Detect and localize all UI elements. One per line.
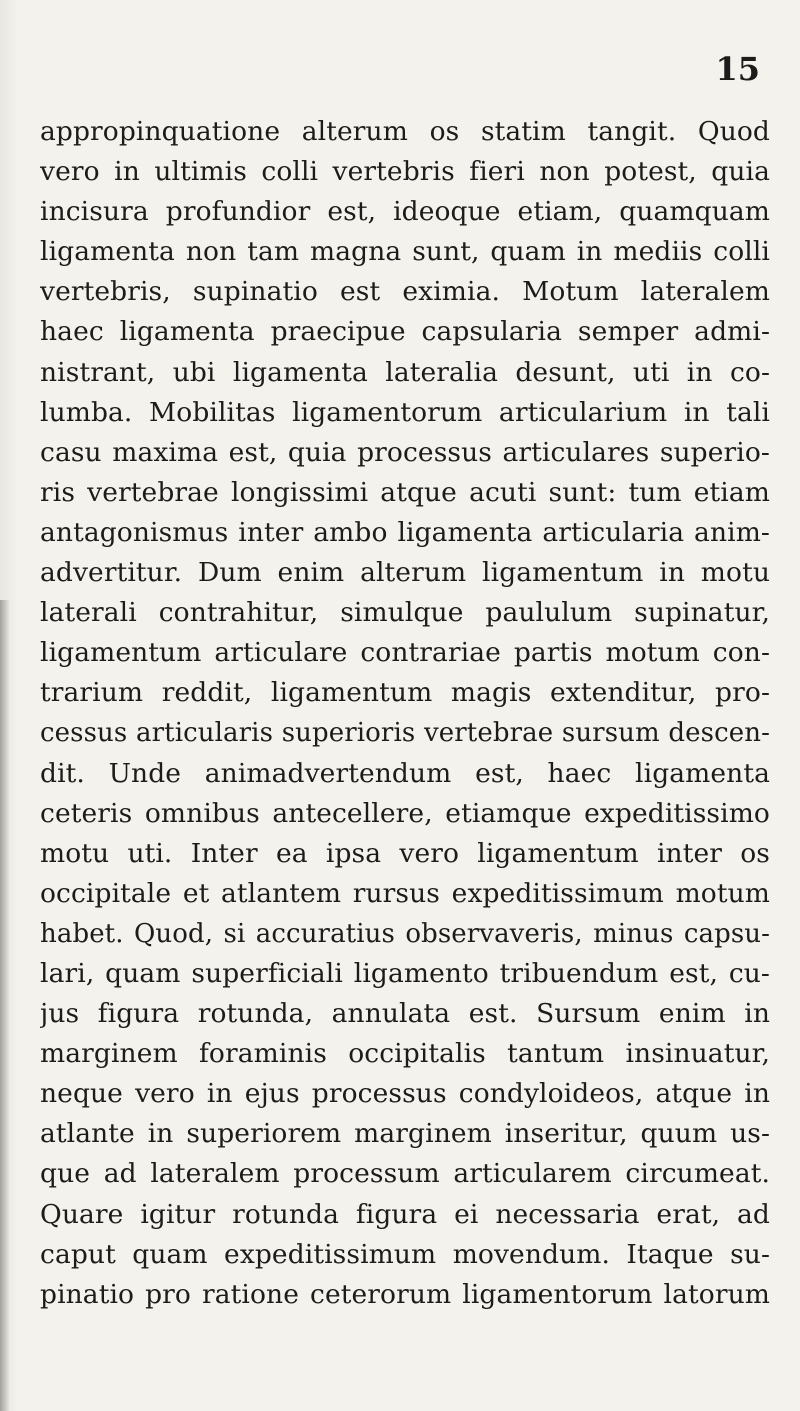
- text-line: trarium reddit, ligamentum magis extenditur, pro-: [40, 677, 770, 709]
- text-line: caput quam expeditissimum movendum. Itaque su-: [40, 1238, 770, 1270]
- text-line: laterali contrahitur, simulque paululum supinatur,: [40, 597, 770, 629]
- text-line: atlante in superiorem marginem inseritur, quum us-: [40, 1118, 770, 1150]
- text-line: haec ligamenta praecipue capsularia semper admi-: [40, 316, 770, 348]
- page-spine-shadow: [0, 600, 10, 1411]
- text-line: motu uti. Inter ea ipsa vero ligamentum inter os: [40, 837, 770, 869]
- body-text: [40, 112, 770, 1315]
- text-line: que ad lateralem processum articularem circumeat.: [40, 1158, 770, 1190]
- text-line: habet. Quod, si accuratius observaveris, minus capsu-: [40, 918, 770, 949]
- text-line: cessus articularis superioris vertebrae sursum descen-: [40, 718, 770, 749]
- text-line: occipitale et atlantem rursus expeditissimum motum: [40, 877, 770, 909]
- text-line: vertebris, supinatio est eximia. Motum lateralem: [40, 276, 770, 308]
- text-line: casu maxima est, quia processus articulares superio-: [40, 436, 770, 468]
- text-line: appropinquatione alterum os statim tangit. Quod: [40, 116, 770, 147]
- text-line: jus figura rotunda, annulata est. Sursum enim in: [40, 998, 770, 1030]
- text-line: advertitur. Dum enim alterum ligamentum in motu: [40, 557, 770, 589]
- text-line: dit. Unde animadvertendum est, haec ligamenta: [40, 757, 770, 789]
- text-line: antagonismus inter ambo ligamenta articularia anim-: [40, 516, 770, 548]
- text-line: marginem foraminis occipitalis tantum insinuatur,: [40, 1038, 770, 1070]
- text-line: ceteris omnibus antecellere, etiamque expeditissimo: [40, 797, 770, 829]
- text-line: vero in ultimis colli vertebris fieri non potest, quia: [40, 156, 770, 188]
- page-number: 15: [715, 50, 760, 88]
- text-line: lari, quam superficiali ligamento tribuendum est, cu-: [40, 957, 770, 989]
- text-line: neque vero in ejus processus condyloideos, atque in: [40, 1078, 770, 1110]
- text-line: ligamentum articulare contrariae partis motum con-: [40, 637, 770, 669]
- text-line: ris vertebrae longissimi atque acuti sunt: tum etiam: [40, 476, 770, 508]
- text-line: Quare igitur rotunda figura ei necessaria erat, ad: [40, 1198, 770, 1230]
- text-line: ligamenta non tam magna sunt, quam in mediis colli: [40, 236, 770, 268]
- text-line: nistrant, ubi ligamenta lateralia desunt, uti in co-: [40, 356, 770, 388]
- text-line: lumba. Mobilitas ligamentorum articularium in tali: [40, 396, 770, 428]
- text-line: incisura profundior est, ideoque etiam, quamquam: [40, 196, 770, 228]
- text-line: pinatio pro ratione ceterorum ligamentorum latorum: [40, 1278, 770, 1310]
